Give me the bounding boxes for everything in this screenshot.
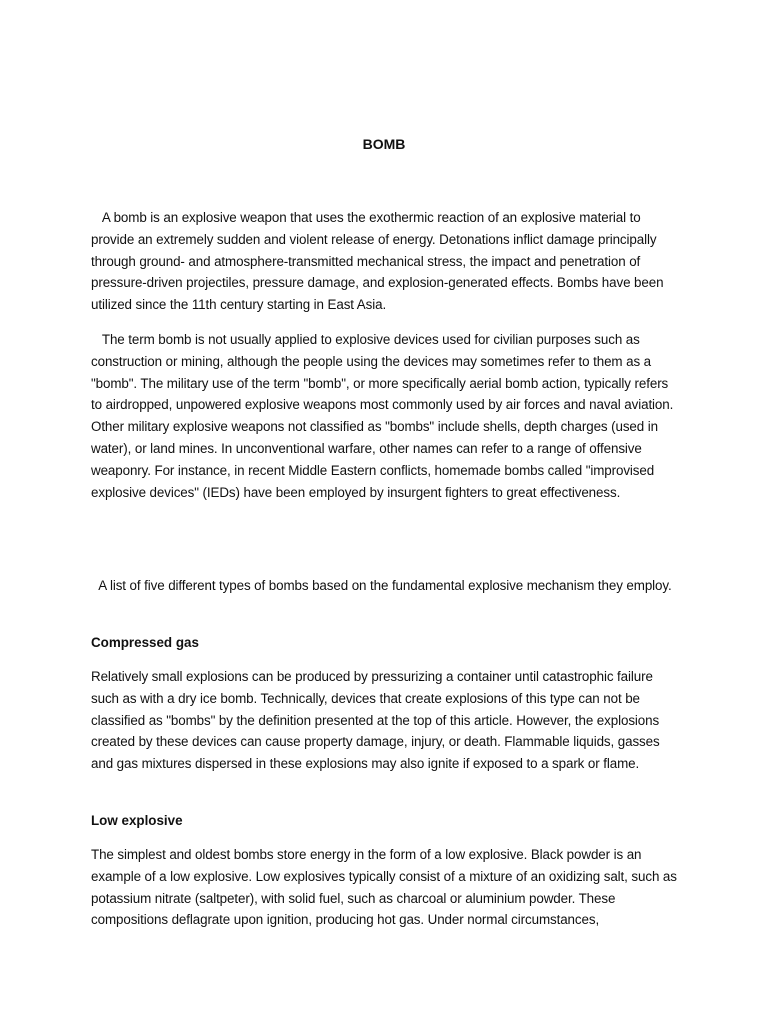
- document-title: BOMB: [362, 136, 406, 152]
- section-text-compressed-gas: Relatively small explosions can be produced by pressurizing a container until catastrophic failure such as with a dry ice bomb. Technically, devices that create explosions of this type can not be classified as "bombs" by the definition presented at the top of this article. However, the explosions created by these devices can cause property damage, injury, or death. Flammable liquids, gasses and gas mixtures dispersed in these explosions may also ignite if exposed to a spark or flame.: [91, 669, 660, 772]
- list-intro-paragraph: A list of five different types of bombs based on the fundamental explosive mechanism they employ.: [91, 578, 672, 593]
- section-text-low-explosive: The simplest and oldest bombs store energy in the form of a low explosive. Black powder is an example of a low explosive. Low explosives typically consist of a mixture of an oxidizing salt, such as potassium nitrate (saltpeter), with solid fuel, such as charcoal or aluminium powder. These compositions deflagrate upon ignition, producing hot gas. Under normal circumstances,: [91, 847, 677, 928]
- section-heading-low-explosive: Low explosive: [91, 813, 183, 828]
- section-heading-compressed-gas: Compressed gas: [91, 635, 199, 650]
- term-paragraph: The term bomb is not usually applied to explosive devices used for civilian purposes such as construction or mining, although the people using the devices may sometimes refer to them as a "bomb". The military use of the term "bomb", or more specifically aerial bomb action, typically refers to airdropped, unpowered explosive weapons most commonly used by air forces and naval aviation. Other military explosive weapons not classified as "bombs" include shells, depth charges (used in water), or land mines. In unconventional warfare, other names can refer to a range of offensive weaponry. For instance, in recent Middle Eastern conflicts, homemade bombs called "improvised explosive devices" (IEDs) have been employed by insurgent fighters to great effectiveness.: [91, 332, 677, 500]
- intro-paragraph: A bomb is an explosive weapon that uses the exothermic reaction of an explosive material to provide an extremely sudden and violent release of energy. Detonations inflict damage principally through ground- and atmosphere-transmitted mechanical stress, the impact and penetration of pressure-driven projectiles, pressure damage, and explosion-generated effects. Bombs have been utilized since the 11th century starting in East Asia.: [91, 210, 668, 313]
